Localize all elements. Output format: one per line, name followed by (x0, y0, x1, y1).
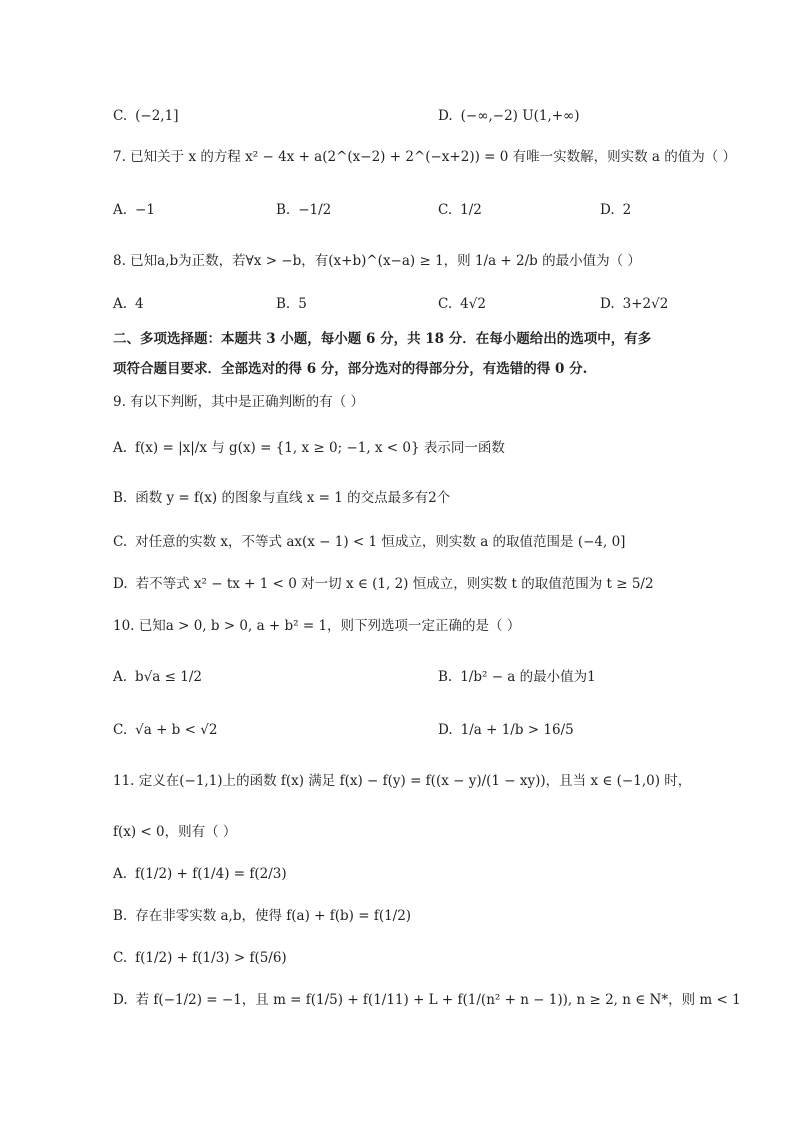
section-heading-line-2: 项符合题目要求．全部选对的得 6 分，部分选对的得部分分，有选错的得 0 分. (113, 361, 588, 377)
q6-option-d[interactable]: D. (−∞,−2) U(1,+∞) (438, 108, 580, 124)
q11-option-a[interactable]: A. f(1/2) + f(1/4) = f(2/3) (113, 866, 287, 882)
q6-option-c[interactable]: C. (−2,1] (113, 108, 179, 124)
q9-stem: 9. 有以下判断，其中是正确判断的有（ ） (113, 394, 364, 410)
q9-option-c[interactable]: C. 对任意的实数 x，不等式 ax(x − 1) < 1 恒成立，则实数 a 的取值范围是 (−4, 0] (113, 534, 626, 550)
q10-stem: 10. 已知a > 0, b > 0, a + b² = 1，则下列选项一定正确的是（ ） (113, 618, 521, 634)
q8-option-c[interactable]: C. 4√2 (438, 296, 486, 312)
q11-option-c[interactable]: C. f(1/2) + f(1/3) > f(5/6) (113, 950, 287, 966)
q7-option-b[interactable]: B. −1/2 (276, 202, 332, 218)
q8-option-a[interactable]: A. 4 (113, 296, 144, 312)
q10-option-d[interactable]: D. 1/a + 1/b > 16/5 (438, 722, 574, 738)
q11-option-d[interactable]: D. 若 f(−1/2) = −1，且 m = f(1/5) + f(1/11) + L + f(1/(n² + n − 1)), n ≥ 2, n ∈ N*，则 m < 1 (113, 992, 741, 1008)
q7-option-a[interactable]: A. −1 (113, 202, 155, 218)
q10-option-b[interactable]: B. 1/b² − a 的最小值为1 (438, 669, 596, 685)
q11-option-b[interactable]: B. 存在非零实数 a,b，使得 f(a) + f(b) = f(1/2) (113, 908, 412, 924)
q9-option-a[interactable]: A. f(x) = |x|/x 与 g(x) = {1, x ≥ 0; −1, x < 0} 表示同一函数 (113, 440, 505, 456)
q9-option-d[interactable]: D. 若不等式 x² − tx + 1 < 0 对一切 x ∈ (1, 2) 恒成立，则实数 t 的取值范围为 t ≥ 5/2 (113, 576, 654, 592)
q10-option-c[interactable]: C. √a + b < √2 (113, 722, 218, 738)
q11-stem-line-2: f(x) < 0，则有（ ） (113, 824, 237, 840)
q9-option-b[interactable]: B. 函数 y = f(x) 的图象与直线 x = 1 的交点最多有2个 (113, 490, 451, 506)
q8-option-b[interactable]: B. 5 (276, 296, 307, 312)
q7-option-c[interactable]: C. 1/2 (438, 202, 482, 218)
q7-option-d[interactable]: D. 2 (600, 202, 632, 218)
q7-stem: 7. 已知关于 x 的方程 x² − 4x + a(2^(x−2) + 2^(−x+2)) = 0 有唯一实数解，则实数 a 的值为（ ） (113, 149, 737, 165)
q11-stem-line-1: 11. 定义在(−1,1)上的函数 f(x) 满足 f(x) − f(y) = f((x − y)/(1 − xy))，且当 x ∈ (−1,0) 时， (113, 773, 692, 789)
q10-option-a[interactable]: A. b√a ≤ 1/2 (113, 669, 202, 685)
q8-stem: 8. 已知a,b为正数，若∀x > −b，有(x+b)^(x−a) ≥ 1，则 1/a + 2/b 的最小值为（ ） (113, 253, 641, 269)
q8-option-d[interactable]: D. 3+2√2 (600, 296, 669, 312)
section-heading-line-1: 二、多项选择题：本题共 3 小题，每小题 6 分，共 18 分．在每小题给出的选项中，有多 (113, 331, 652, 347)
